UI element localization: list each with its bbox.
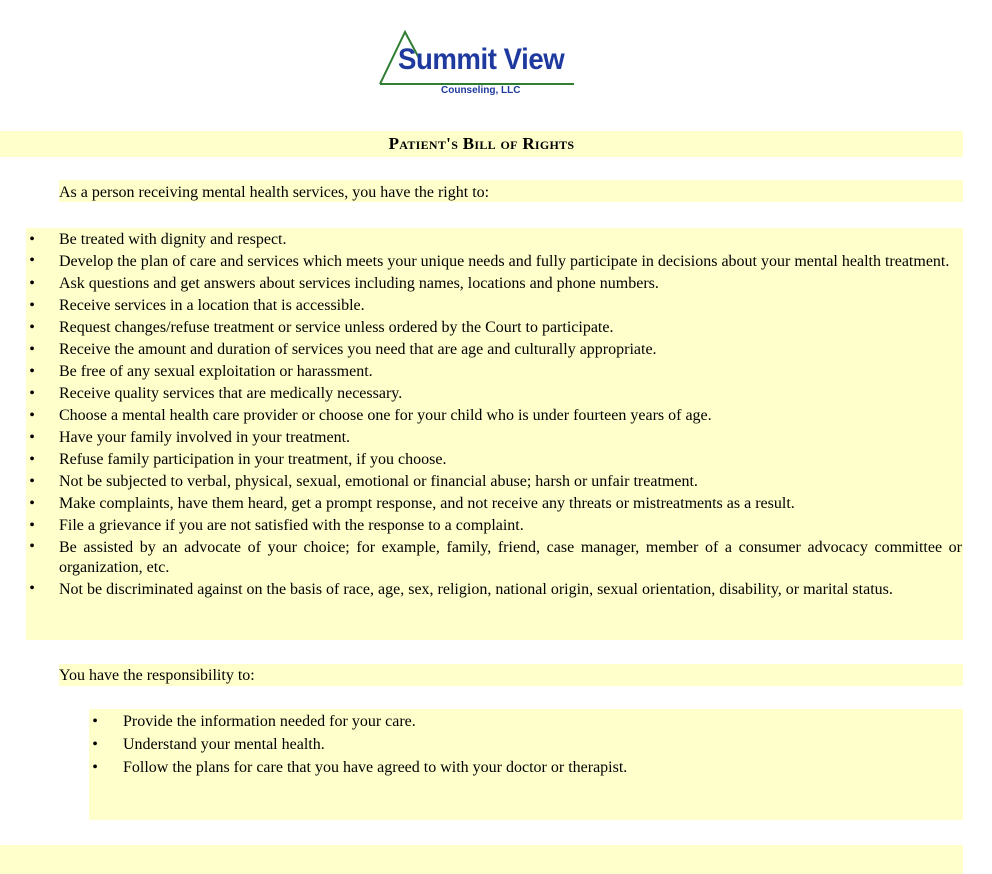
bullet-icon: • <box>92 713 98 730</box>
list-item: • Receive quality services that are medically necessary. <box>26 383 962 405</box>
bullet-icon: • <box>29 517 35 534</box>
list-item: • Make complaints, have them heard, get a prompt response, and not receive any threats or mistreatments as a result. <box>26 493 962 515</box>
list-item: • Choose a mental health care provider or choose one for your child who is under fourteen years of age. <box>26 405 962 427</box>
list-item: • Be assisted by an advocate of your choice; for example, family, friend, case manager, member of a consumer advocacy committee or organization, etc. <box>26 537 962 579</box>
bullet-icon: • <box>29 297 35 314</box>
list-item: • Be free of any sexual exploitation or harassment. <box>26 361 962 383</box>
bullet-icon: • <box>92 736 98 753</box>
bullet-icon: • <box>29 252 35 269</box>
list-item: • Be treated with dignity and respect. <box>26 229 962 251</box>
logo-subtitle: Counseling, LLC <box>441 85 521 96</box>
bullet-icon: • <box>29 363 35 380</box>
bullet-icon: • <box>29 538 35 555</box>
list-item: • Have your family involved in your treatment. <box>26 427 962 449</box>
bullet-icon: • <box>29 495 35 512</box>
footer-highlight <box>0 845 963 874</box>
list-item: • Request changes/refuse treatment or service unless ordered by the Court to participate. <box>26 317 962 339</box>
bullet-icon: • <box>29 275 35 292</box>
bullet-icon: • <box>29 231 35 248</box>
list-item: • Receive services in a location that is accessible. <box>26 295 962 317</box>
responsibility-intro: You have the responsibility to: <box>59 667 255 684</box>
company-logo <box>376 30 576 100</box>
page-title: Patient's Bill of Rights <box>388 134 575 153</box>
logo-name: Summit View <box>398 43 565 76</box>
responsibilities-list <box>89 710 959 779</box>
list-item: • Not be subjected to verbal, physical, sexual, emotional or financial abuse; harsh or unfair treatment. <box>26 471 962 493</box>
bullet-icon: • <box>92 759 98 776</box>
list-item: • File a grievance if you are not satisfied with the response to a complaint. <box>26 515 962 537</box>
bullet-icon: • <box>29 451 35 468</box>
rights-list <box>26 229 962 601</box>
bullet-icon: • <box>29 319 35 336</box>
rights-intro: As a person receiving mental health services, you have the right to: <box>59 184 490 201</box>
list-item: • Ask questions and get answers about services including names, locations and phone numbers. <box>26 273 962 295</box>
bullet-icon: • <box>29 429 35 446</box>
bullet-icon: • <box>29 341 35 358</box>
bullet-icon: • <box>29 407 35 424</box>
list-item: • Provide the information needed for your care. <box>89 710 959 733</box>
list-item: • Understand your mental health. <box>89 733 959 756</box>
list-item: • Receive the amount and duration of services you need that are age and culturally appropriate. <box>26 339 962 361</box>
bullet-icon: • <box>29 473 35 490</box>
bullet-icon: • <box>29 385 35 402</box>
list-item: • Develop the plan of care and services which meets your unique needs and fully participate in decisions about your mental health treatment. <box>26 251 962 273</box>
list-item: • Follow the plans for care that you have agreed to with your doctor or therapist. <box>89 756 959 779</box>
bullet-icon: • <box>29 580 35 597</box>
list-item: • Refuse family participation in your treatment, if you choose. <box>26 449 962 471</box>
list-item: • Not be discriminated against on the basis of race, age, sex, religion, national origin, sexual orientation, disability, or marital status. <box>26 579 962 601</box>
